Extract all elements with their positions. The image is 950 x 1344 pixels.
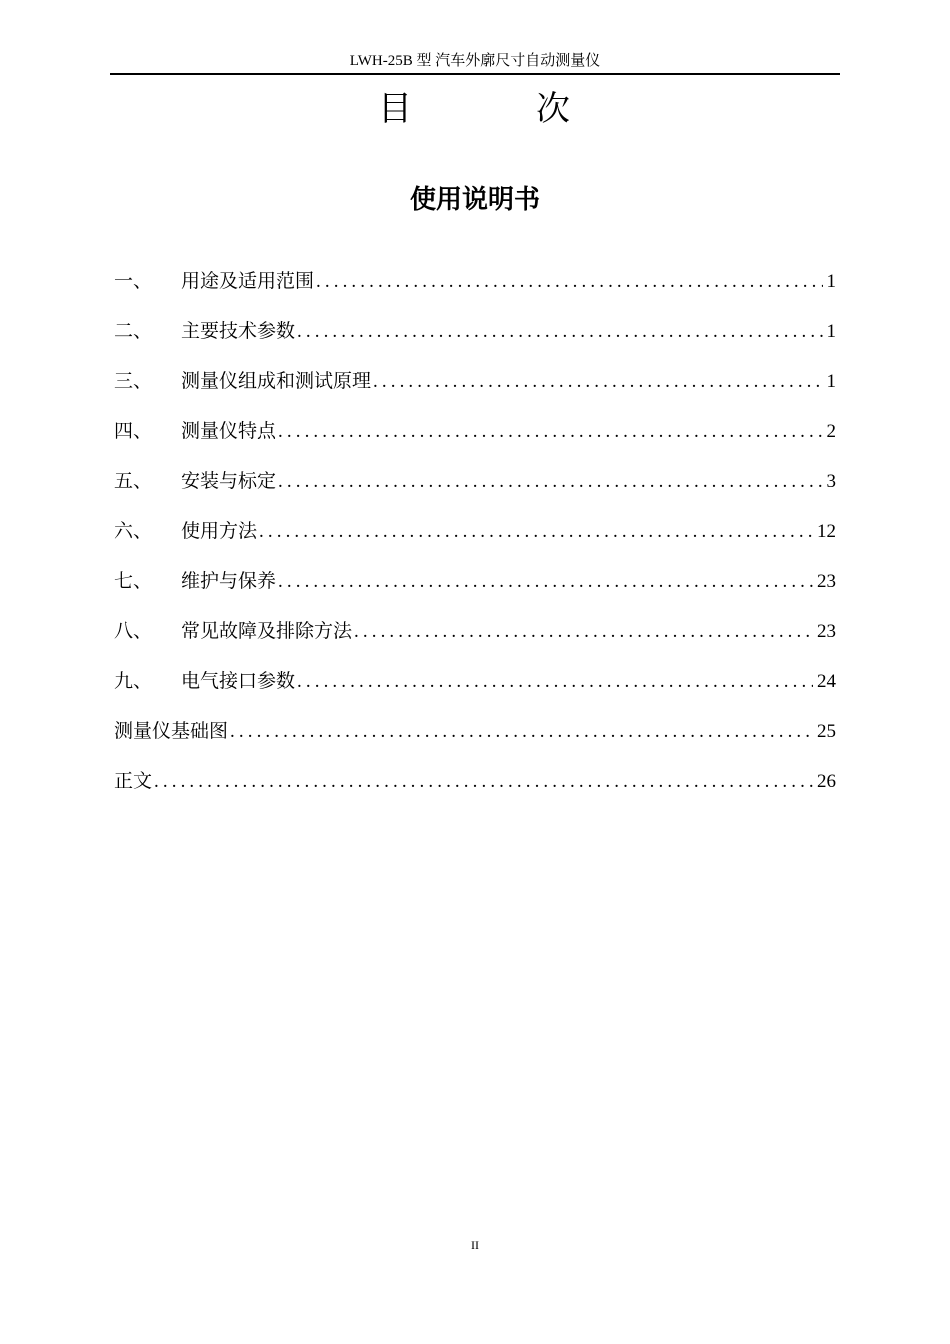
- toc-entry-page: 1: [826, 271, 836, 292]
- toc-dot-leader: [278, 416, 822, 448]
- toc-dot-leader: [297, 666, 813, 698]
- toc-entry[interactable]: [114, 765, 836, 815]
- toc-entry-number: 九、: [114, 670, 153, 692]
- toc-title-char-2: 次: [536, 89, 570, 129]
- toc-entry-title: 用途及适用范围: [181, 270, 315, 292]
- toc-entry-page: 12: [817, 521, 836, 542]
- toc-title-char-1: 目: [378, 89, 412, 129]
- toc-entry-page: 23: [817, 571, 836, 592]
- toc-entry-number: 四、: [114, 420, 153, 442]
- toc-entry-number: 六、: [114, 520, 153, 542]
- toc-entry-page: 3: [826, 471, 836, 492]
- toc-entry-number: 五、: [114, 470, 153, 492]
- toc-entry[interactable]: [114, 365, 836, 415]
- toc-dot-leader: [316, 266, 822, 298]
- toc-entry-page: 25: [817, 721, 836, 742]
- toc-entry-title: 常见故障及排除方法: [181, 620, 353, 642]
- toc-entry-page: 1: [826, 371, 836, 392]
- toc-list: [114, 265, 836, 815]
- toc-entry[interactable]: [114, 265, 836, 315]
- manual-subtitle: 使用说明书: [409, 185, 540, 215]
- toc-dot-leader: [278, 566, 813, 598]
- toc-entry-title: 测量仪特点: [181, 420, 277, 442]
- toc-entry[interactable]: [114, 415, 836, 465]
- toc-entry-title: 正文: [114, 770, 153, 792]
- toc-entry-page: 26: [817, 771, 836, 792]
- toc-entry-title: 电气接口参数: [181, 670, 296, 692]
- toc-entry[interactable]: [114, 715, 836, 765]
- toc-entry[interactable]: [114, 665, 836, 715]
- header-rule: [110, 73, 840, 75]
- toc-dot-leader: [297, 316, 822, 348]
- toc-entry[interactable]: [114, 565, 836, 615]
- toc-entry-number: 二、: [114, 320, 153, 342]
- page-number: II: [471, 1238, 479, 1252]
- toc-entry[interactable]: [114, 315, 836, 365]
- toc-entry-number: 七、: [114, 570, 153, 592]
- toc-title: [110, 84, 840, 134]
- toc-entry-title: 使用方法: [181, 520, 258, 542]
- toc-entry[interactable]: [114, 465, 836, 515]
- toc-entry-page: 1: [826, 321, 836, 342]
- toc-dot-leader: [259, 516, 813, 548]
- toc-entry-number: 八、: [114, 620, 153, 642]
- toc-dot-leader: [354, 616, 813, 648]
- toc-entry-number: 一、: [114, 270, 153, 292]
- toc-dot-leader: [230, 716, 813, 748]
- toc-entry-title: 测量仪基础图: [114, 720, 229, 742]
- toc-entry-title: 测量仪组成和测试原理: [181, 370, 372, 392]
- running-header: LWH-25B 型 汽车外廓尺寸自动测量仪: [349, 53, 601, 69]
- toc-entry-page: 24: [817, 671, 836, 692]
- toc-entry-title: 安装与标定: [181, 470, 277, 492]
- toc-entry[interactable]: [114, 615, 836, 665]
- toc-dot-leader: [154, 766, 813, 798]
- toc-entry-title: 主要技术参数: [181, 320, 296, 342]
- toc-entry-title: 维护与保养: [181, 570, 277, 592]
- toc-dot-leader: [278, 466, 822, 498]
- toc-entry[interactable]: [114, 515, 836, 565]
- toc-entry-page: 2: [826, 421, 836, 442]
- toc-dot-leader: [373, 366, 822, 398]
- toc-entry-number: 三、: [114, 370, 153, 392]
- toc-entry-page: 23: [817, 621, 836, 642]
